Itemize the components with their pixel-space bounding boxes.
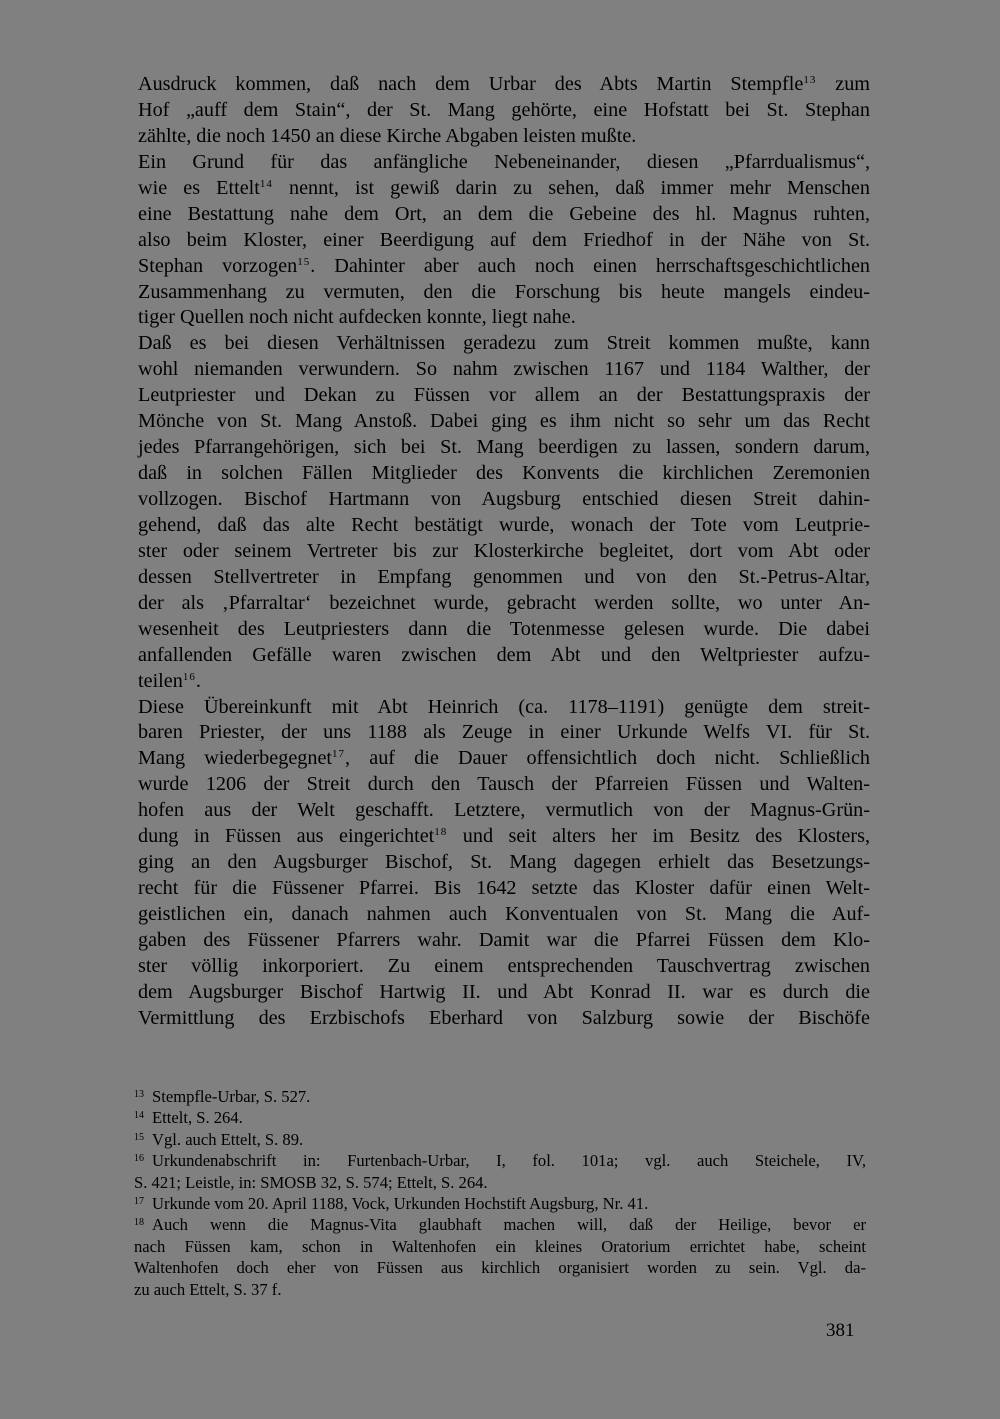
text-segment: nennt, ist gewiß darin zu sehen, daß immer mehr Menschen [272,176,870,199]
footnote-reference: 13 [803,74,817,86]
text-line [138,876,870,902]
footnote-text: nach Füssen kam, schon in Waltenhofen ein kleines Oratorium errichtet habe, scheint [134,1236,866,1256]
footnote-text: Urkundenabschrift in: Furtenbach-Urbar, I, fol. 101a; vgl. auch Steichele, IV, [152,1151,866,1171]
footnote-text: zu auch Ettelt, S. 37 f. [134,1279,282,1299]
footnote-line [134,1279,866,1300]
footnote-line [134,1172,866,1193]
footnote-text: S. 421; Leistle, in: SMOSB 32, S. 574; Ettelt, S. 264. [134,1172,488,1192]
text-segment: jedes Pfarrangehörigen, sich bei St. Mang beerdigen zu lassen, sondern darum, [138,436,870,459]
text-segment: dung in Füssen aus eingerichtet [138,825,435,848]
text-line [138,720,870,746]
text-line [138,643,870,669]
text-segment: ster völlig inkorporiert. Zu einem entsprechenden Tauschvertrag zwischen [138,954,870,977]
text-segment: Ein Grund für das anfängliche Nebeneinander, diesen „Pfarrdualismus“, [138,150,870,173]
text-segment: recht für die Füssener Pfarrei. Bis 1642 setzte das Kloster dafür einen Welt- [138,877,870,900]
footnote-line: 13 Stempfle-Urbar, S. 527. [134,1087,311,1106]
text-segment: Mönche von St. Mang Anstoß. Dabei ging es ihm nicht so sehr um das Recht [138,410,870,433]
text-segment: Daß es bei diesen Verhältnissen geradezu zum Streit kommen mußte, kann [138,332,870,355]
footnote-line: 14 Ettelt, S. 264. [134,1108,243,1128]
footnote-text: Ettelt, S. 264. [152,1108,243,1128]
footnote-line [134,1236,866,1257]
text-line [138,98,870,124]
text-segment: . [195,669,201,692]
text-segment: gehend, daß das alte Recht bestätigt wurde, wonach der Tote vom Leutprie- [138,513,870,536]
text-line [138,902,870,928]
footnote-line: 18 Auch wenn die Magnus-Vita glaubhaft machen will, daß der Heilige, bevor er [134,1215,866,1235]
footnote-line: 15 Vgl. auch Ettelt, S. 89. [134,1129,304,1149]
footnote-text: Auch wenn die Magnus-Vita glaubhaft machen will, daß der Heilige, bevor er [152,1215,866,1235]
text-segment: Mang wiederbegegnet [138,747,333,770]
text-segment: Zusammenhang zu vermuten, den die Forschung bis heute mangels eindeu- [138,280,870,303]
text-segment: gaben des Füssener Pfarrers wahr. Damit war die Pfarrei Füssen dem Klo- [138,928,870,951]
text-line [138,928,870,954]
text-line [138,617,870,643]
text-segment: eine Bestattung nahe dem Ort, an dem die Gebeine des hl. Magnus ruhten, [138,202,870,225]
text-segment: wie es Ettelt [138,176,260,199]
text-line [138,150,870,176]
text-line [138,383,870,409]
text-line [138,539,870,565]
footnote-line [134,1257,866,1278]
text-line [138,176,870,202]
text-line [138,798,870,824]
text-segment: ging an den Augsburger Bischof, St. Mang dagegen erhielt das Besetzungs- [138,851,870,874]
text-line [138,513,870,539]
text-segment: also beim Kloster, einer Beerdigung auf dem Friedhof in der Nähe von St. [138,228,870,251]
footnote-reference: 18 [434,826,448,839]
footnotes [134,1086,866,1300]
footnote-line: 17 Urkunde vom 20. April 1188, Vock, Urkunden Hochstift Augsburg, Nr. 41. [134,1193,649,1213]
footnote-reference: 14 [259,177,273,190]
text-line [138,305,870,331]
text-line [138,228,870,254]
text-line [138,772,870,798]
text-line [138,202,870,228]
text-segment: teilen [138,669,183,692]
text-segment: geistlichen ein, danach nahmen auch Konventualen von St. Mang die Auf- [138,903,870,925]
text-segment: . Dahinter aber auch noch einen herrschaftsgeschichtlichen [310,254,870,277]
footnote-reference: 16 [182,670,196,683]
text-line [138,1006,870,1032]
footnote-text: Waltenhofen doch eher von Füssen aus kirchlich organisiert worden zu sein. Vgl. da- [134,1258,866,1278]
text-segment: vollzogen. Bischof Hartmann von Augsburg entschied diesen Streit dahin- [138,488,870,510]
text-segment: tiger Quellen noch nicht aufdecken konnte, liegt nahe. [138,306,576,329]
text-segment: Ausdruck kommen, daß nach dem Urbar des Abts Martin Stempfle [138,73,804,95]
text-line [138,461,870,487]
text-line [138,954,870,980]
text-line [138,565,870,591]
text-line [138,331,870,357]
text-line [138,824,870,850]
text-line [138,280,870,306]
footnote-text: Urkunde vom 20. April 1188, Vock, Urkunden Hochstift Augsburg, Nr. 41. [152,1193,649,1213]
text-segment: der als ‚Pfarraltar‘ bezeichnet wurde, gebracht werden sollte, wo unter An- [138,591,870,614]
text-line [138,435,870,461]
text-segment: anfallenden Gefälle waren zwischen dem Abt und den Weltpriester aufzu- [138,643,870,666]
text-segment: , auf die Dauer offensichtlich doch nicht. Schließlich [345,747,871,770]
text-segment: Hof „auff dem Stain“, der St. Mang gehörte, eine Hofstatt bei St. Stephan [138,98,870,121]
text-segment: zählte, die noch 1450 an diese Kirche Abgaben leisten mußte. [138,124,637,147]
text-segment: ster oder seinem Vertreter bis zur Klosterkirche begleitet, dort vom Abt oder [138,539,870,562]
footnote-text: Stempfle-Urbar, S. 527. [152,1087,311,1106]
text-line [138,124,870,150]
text-segment: und seit alters her im Besitz des Klosters, [447,825,870,848]
text-segment: wohl niemanden verwundern. So nahm zwischen 1167 und 1184 Walther, der [138,358,870,381]
text-line [138,72,870,98]
text-line [138,487,870,513]
footnote-reference: 17 [332,748,346,761]
footnote-line: 16 Urkundenabschrift in: Furtenbach-Urbar, I, fol. 101a; vgl. auch Steichele, IV, [134,1151,866,1171]
text-line [138,254,870,280]
text-segment: dessen Stellvertreter in Empfang genommen und von den St.-Petrus-Altar, [138,565,870,588]
text-segment: Stephan vorzogen [138,254,298,277]
main-text [138,72,870,1032]
text-segment: Vermittlung des Erzbischofs Eberhard von Salzburg sowie der Bischöfe [138,1006,870,1029]
text-segment: zum [816,73,870,95]
text-line [138,850,870,876]
text-segment: baren Priester, der uns 1188 als Zeuge in einer Urkunde Welfs VI. für St. [138,721,870,744]
text-segment: hofen aus der Welt geschafft. Letztere, vermutlich von der Magnus-Grün- [138,799,870,822]
text-line [138,746,870,772]
text-line [138,409,870,435]
text-line [138,591,870,617]
text-segment: Leutpriester und Dekan zu Füssen vor allem an der Bestattungspraxis der [138,384,870,407]
text-segment: wurde 1206 der Streit durch den Tausch der Pfarreien Füssen und Walten- [138,773,870,796]
text-segment: Diese Übereinkunft mit Abt Heinrich (ca. 1178–1191) genügte dem streit- [138,695,870,718]
footnote-reference: 15 [297,255,311,268]
text-line [138,669,870,695]
footnote-text: Vgl. auch Ettelt, S. 89. [152,1129,304,1149]
page-number: 381 [826,1320,855,1341]
text-segment: wesenheit des Leutpriesters dann die Totenmesse gelesen wurde. Die dabei [138,617,870,640]
text-line [138,695,870,721]
text-segment: dem Augsburger Bischof Hartwig II. und Abt Konrad II. war es durch die [138,980,870,1003]
text-line [138,357,870,383]
text-line [138,980,870,1006]
text-segment: daß in solchen Fällen Mitglieder des Konvents die kirchlichen Zeremonien [138,462,870,485]
